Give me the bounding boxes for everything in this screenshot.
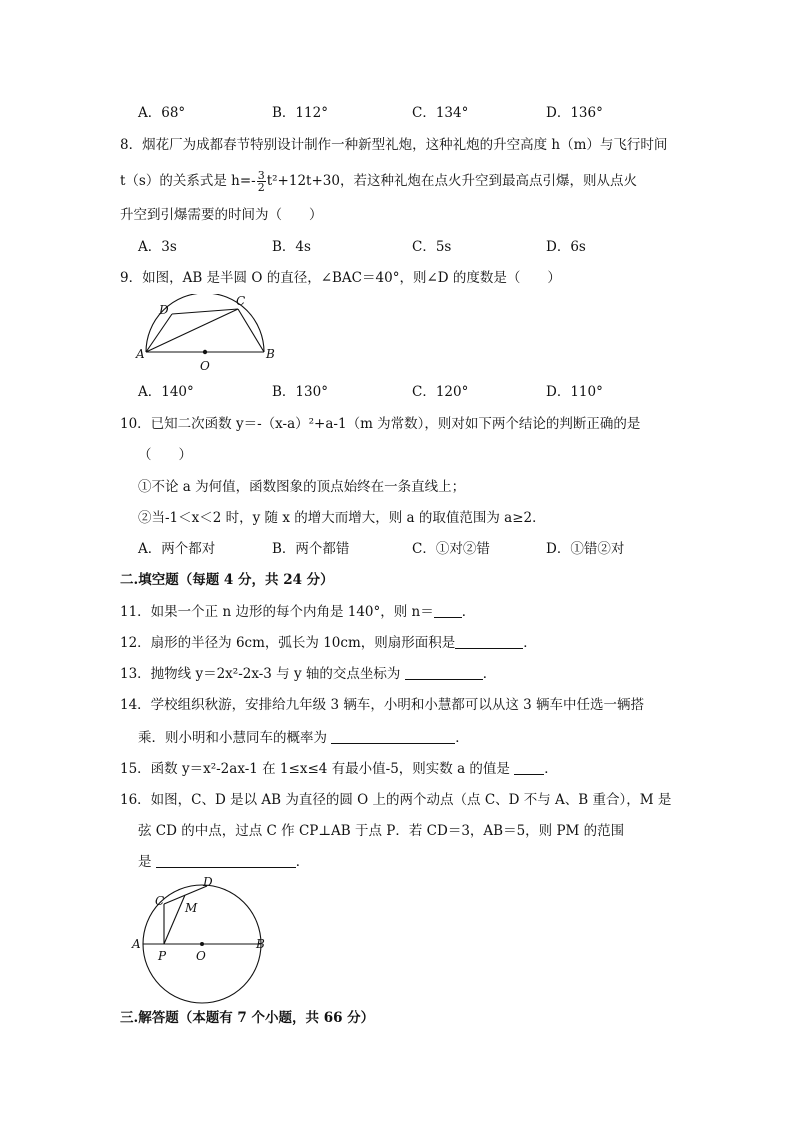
q9-question: 9．如图，AB 是半圆 O 的直径，∠BAC＝40°，则∠D 的度数是（ ）: [120, 270, 561, 286]
q16-circle-figure: [130, 870, 280, 1008]
q8-option-b: B．4s: [272, 239, 311, 255]
q16-line1: 16．如图，C、D 是以 AB 为直径的圆 O 上的两个动点（点 C、D 不与 A、B 重合），M 是: [120, 792, 672, 808]
q9-label-o: O: [200, 359, 210, 373]
q9-label-c: C: [236, 294, 246, 308]
q14-answer-blank[interactable]: [331, 729, 455, 744]
section-2-heading: 二.填空题（每题 4 分，共 24 分）: [120, 572, 334, 588]
q9-option-c: C．120°: [412, 384, 469, 400]
q16-label-b: B: [256, 937, 265, 951]
q10-option-b: B．两个都错: [272, 541, 350, 557]
q16-text: 是: [138, 854, 156, 870]
q10-line2: （ ）: [138, 447, 192, 463]
q14-text: 乘．则小明和小慧同车的概率为: [138, 730, 332, 746]
q9-label-a: A: [136, 347, 145, 361]
q9-option-a: A．140°: [138, 384, 194, 400]
q7-option-a: A．68°: [138, 105, 186, 121]
q15-text: 15．函数 y＝x²-2ax-1 在 1≤x≤4 有最小值-5，则实数 a 的值是: [120, 761, 515, 777]
q11-answer-blank[interactable]: [434, 603, 462, 618]
q16-label-c: C: [155, 894, 165, 908]
q8-frac-num: 3: [257, 169, 265, 182]
q16-label-o: O: [196, 949, 206, 963]
q13-answer-blank[interactable]: [405, 665, 483, 680]
q9-semicircle-figure: [134, 294, 284, 374]
q8-option-d: D．6s: [546, 239, 586, 255]
q8-frac-den: 2: [257, 181, 265, 194]
q13: [120, 664, 496, 684]
q14-end: ．: [455, 730, 469, 746]
q16-label-p: P: [158, 949, 167, 963]
q8-line3: 升空到引爆需要的时间为（ ）: [120, 207, 323, 223]
q8-line2-post: t²+12t+30，若这种礼炮在点火升空到最高点引爆，则从点火: [266, 173, 637, 189]
q15: [120, 759, 558, 779]
q8-line1: 8．烟花厂为成都春节特别设计制作一种新型礼炮，这种礼炮的升空高度 h（m）与飞行时间: [120, 137, 668, 153]
q16-line3: [138, 852, 309, 872]
q15-end: ．: [544, 761, 558, 777]
q9-label-d: D: [159, 303, 169, 317]
q14-line1: 14．学校组织秋游，安排给九年级 3 辆车，小明和小慧都可以从这 3 辆车中任选一辆搭: [120, 697, 645, 713]
q8-line2: [120, 170, 637, 193]
q10-line1: 10．已知二次函数 y＝-（x-a）²+a-1（m 为常数），则对如下两个结论的判断正确的是: [120, 416, 641, 432]
q10-statement-2: ②当-1＜x＜2 时，y 随 x 的增大而增大，则 a 的取值范围为 a≥2．: [138, 510, 546, 526]
section-3-heading: 三.解答题（本题有 7 个小题，共 66 分）: [120, 1010, 375, 1026]
q15-answer-blank[interactable]: [514, 760, 544, 775]
q11: [120, 602, 475, 622]
q10-statement-1: ①不论 a 为何值，函数图象的顶点始终在一条直线上；: [138, 479, 466, 495]
q14-line2: [138, 728, 469, 748]
q11-end: ．: [461, 604, 476, 620]
q12-end: ．: [523, 635, 537, 651]
q16-label-m: M: [185, 901, 198, 915]
q16-center-dot: [200, 942, 204, 946]
q12-answer-blank[interactable]: [455, 634, 523, 649]
q8-option-c: C．5s: [412, 239, 452, 255]
q11-text: 11．如果一个正 n 边形的每个内角是 140°，则 n＝: [120, 604, 434, 620]
q8-option-a: A．3s: [138, 239, 177, 255]
q16-line2: 弦 CD 的中点，过点 C 作 CP⊥AB 于点 P．若 CD＝3，AB＝5，则 PM 的范围: [138, 823, 625, 839]
q8-line2-pre: t（s）的关系式是 h=-: [120, 173, 256, 189]
q16-end: ．: [295, 854, 310, 870]
q16-answer-blank[interactable]: [156, 853, 296, 868]
q13-text: 13．抛物线 y＝2x²-2x-3 与 y 轴的交点坐标为: [120, 666, 405, 682]
q16-label-d: D: [203, 875, 213, 889]
q13-end: ．: [482, 666, 497, 682]
q9-option-b: B．130°: [272, 384, 328, 400]
q9-option-d: D．110°: [546, 384, 603, 400]
q7-option-b: B．112°: [272, 105, 328, 121]
q10-option-c: C．①对②错: [412, 541, 490, 557]
q16-label-a: A: [132, 937, 141, 951]
q10-option-a: A．两个都对: [138, 541, 216, 557]
q10-option-d: D．①错②对: [546, 541, 625, 557]
q9-center-dot: [203, 350, 207, 354]
q9-label-b: B: [266, 347, 275, 361]
q12-text: 12．扇形的半径为 6cm，弧长为 10cm，则扇形面积是: [120, 635, 456, 651]
q12: [120, 633, 537, 653]
q7-option-c: C．134°: [412, 105, 469, 121]
q7-option-d: D．136°: [546, 105, 603, 121]
q8-fraction: [257, 170, 266, 193]
